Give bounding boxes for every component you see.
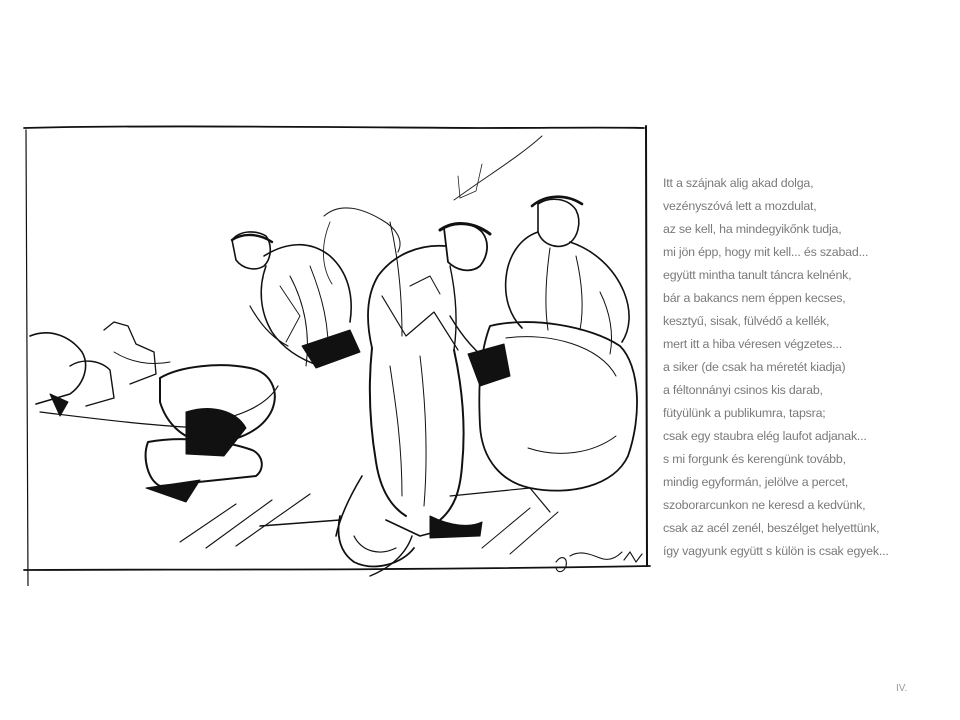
poem-line: bár a bakancs nem éppen kecses, xyxy=(663,291,846,305)
poem-line: kesztyű, sisak, fülvédő a kellék, xyxy=(663,314,830,328)
poem-line: a siker (de csak ha méretét kiadja) xyxy=(663,360,846,374)
poem-line: csak egy staubra elég laufot adjanak... xyxy=(663,429,867,443)
worker-left xyxy=(232,232,360,368)
artist-signature xyxy=(556,552,642,572)
hanging-chain xyxy=(339,222,414,576)
poem-line: együtt mintha tanult táncra kelnénk, xyxy=(663,268,852,282)
poem-line: mert itt a hiba véresen végzetes... xyxy=(663,337,842,351)
poem-line: szoborarcunkon ne keresd a kedvünk, xyxy=(663,498,866,512)
poem-line: mi jön épp, hogy mit kell... és szabad... xyxy=(663,245,869,259)
worker-center xyxy=(336,223,510,538)
poem-line: így vagyunk együtt s külön is csak egyek... xyxy=(663,544,889,558)
machine-parts xyxy=(146,322,637,502)
poem-text xyxy=(663,172,953,563)
ground-hatching xyxy=(180,488,558,554)
poem-line: vezényszóvá lett a mozdulat, xyxy=(663,199,817,213)
poem-line: a féltonnányi csinos kis darab, xyxy=(663,383,823,397)
poem-line: Itt a szájnak alig akad dolga, xyxy=(663,176,814,190)
worker-right xyxy=(506,197,629,354)
page-number: IV. xyxy=(896,683,908,694)
poem-line: mindig egyformán, jelölve a percet, xyxy=(663,475,849,489)
poem-line: az se kell, ha mindegyikőnk tudja, xyxy=(663,222,842,236)
ink-sketch-illustration xyxy=(10,116,660,586)
poem-line: s mi forgunk és kerengünk tovább, xyxy=(663,452,846,466)
poem-line: csak az acél zenél, beszélget helyettünk, xyxy=(663,521,880,535)
rubble-left xyxy=(30,322,206,428)
poem-line: fütyülünk a publikumra, tapsra; xyxy=(663,406,826,420)
